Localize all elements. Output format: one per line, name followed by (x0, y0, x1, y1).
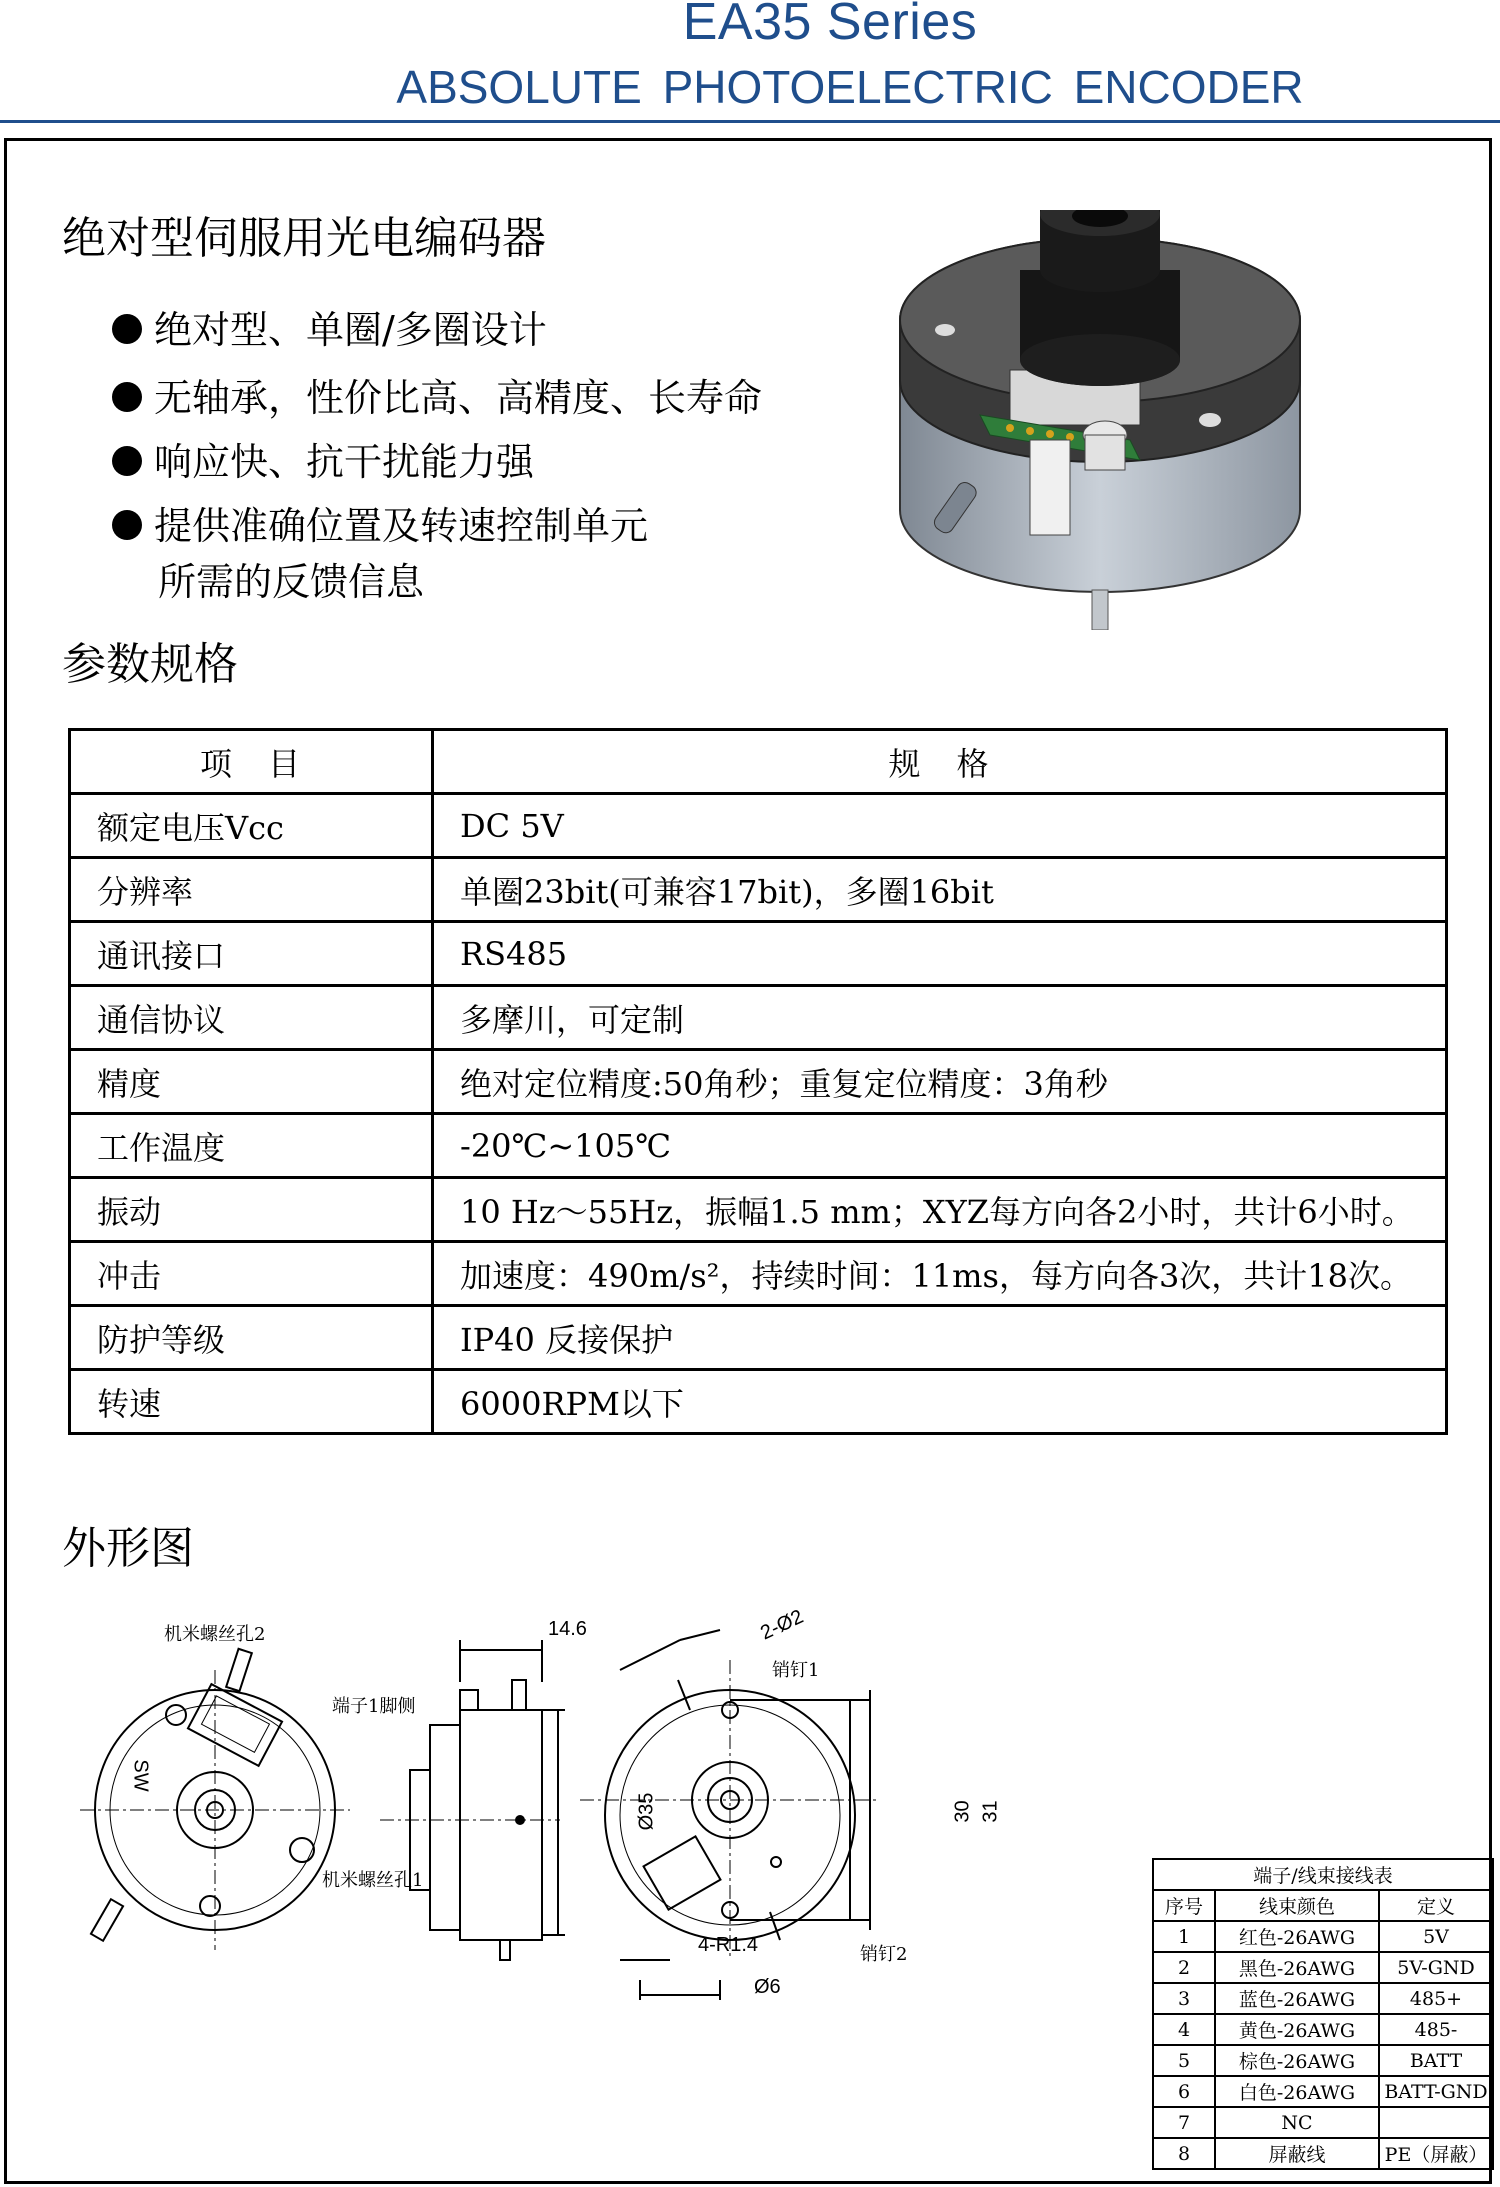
dim-2-phi2: 2-Ø2 (757, 1605, 807, 1645)
table-row: 额定电压Vcc DC 5V (70, 794, 1447, 858)
encoder-product-image (880, 210, 1320, 630)
header-rule (0, 120, 1500, 123)
dim-4-r1-4: 4-R1.4 (698, 1934, 759, 1956)
feature-item: 无轴承，性价比高、高精度、长寿命 (112, 370, 762, 426)
label-pin-2: 销钉2 (860, 1944, 908, 1965)
label-terminal-pin1: 端子1脚侧 (332, 1696, 416, 1717)
table-row: 1 红色-26AWG 5V (1153, 1921, 1493, 1952)
label-pin-1: 销钉1 (772, 1660, 820, 1681)
table-row: 6 白色-26AWG BATT-GND (1153, 2076, 1493, 2107)
spec-heading: 参数规格 (62, 639, 238, 690)
table-row: 防护等级 IP40 反接保护 (70, 1306, 1447, 1370)
table-row: 振动 10 Hz～55Hz，振幅1.5 mm；XYZ每方向各2小时，共计6小时。 (70, 1178, 1447, 1242)
table-row: 7 NC (1153, 2107, 1493, 2138)
table-row: 精度 绝对定位精度:50角秒；重复定位精度：3角秒 (70, 1050, 1447, 1114)
outline-heading: 外形图 (62, 1523, 194, 1574)
dim-width: 14.6 (548, 1618, 587, 1640)
table-row: 分辨率 单圈23bit(可兼容17bit)，多圈16bit (70, 858, 1447, 922)
product-heading: 绝对型伺服用光电编码器 (62, 213, 546, 264)
feature-item-continued: 所需的反馈信息 (158, 560, 425, 604)
feature-item: 提供准确位置及转速控制单元 (112, 498, 762, 554)
wiring-table (1152, 1858, 1494, 2170)
table-row: 3 蓝色-26AWG 485+ (1153, 1983, 1493, 2014)
side-view (380, 1640, 565, 1960)
wiring-title: 端子/线束接线表 (1153, 1859, 1493, 1890)
wiring-header-row: 序号 线束颜色 定义 (1153, 1890, 1493, 1921)
col-header-item: 项 目 (70, 730, 433, 794)
feature-item: 绝对型、单圈/多圈设计 (112, 302, 762, 358)
dim-phi6: Ø6 (754, 1976, 781, 1998)
bullet-icon (112, 510, 142, 540)
feature-list (112, 302, 762, 610)
dim-31: 31 (979, 1800, 1002, 1823)
series-title: EA35 Series (682, 0, 978, 51)
feature-item: 响应快、抗干扰能力强 (112, 434, 762, 490)
bullet-icon (112, 314, 142, 344)
table-row: 2 黑色-26AWG 5V-GND (1153, 1952, 1493, 1983)
bullet-icon (112, 446, 142, 476)
dim-30: 30 (951, 1800, 974, 1823)
wiring-title-row (1153, 1859, 1493, 1890)
label-sw: SW (129, 1759, 152, 1792)
spec-table (68, 728, 1448, 1435)
table-row: 工作温度 -20℃~105℃ (70, 1114, 1447, 1178)
label-screw-hole-1: 机米螺丝孔1 (322, 1870, 424, 1891)
bullet-icon (112, 382, 142, 412)
table-row: 通信协议 多摩川，可定制 (70, 986, 1447, 1050)
table-row: 8 屏蔽线 PE（屏蔽） (1153, 2138, 1493, 2169)
dim-diameter-35: Ø35 (635, 1792, 658, 1831)
table-row: 4 黄色-26AWG 485- (1153, 2014, 1493, 2045)
table-row: 5 棕色-26AWG BATT (1153, 2045, 1493, 2076)
table-row: 通讯接口 RS485 (70, 922, 1447, 986)
table-row: 冲击 加速度：490m/s²，持续时间：11ms，每方向各3次，共计18次。 (70, 1242, 1447, 1306)
label-screw-hole-2: 机米螺丝孔2 (164, 1624, 266, 1645)
table-header-row (70, 730, 1447, 794)
series-subtitle: ABSOLUTE PHOTOELECTRIC ENCODER (396, 61, 1304, 113)
front-view (80, 1649, 350, 1950)
table-row: 转速 6000RPM以下 (70, 1370, 1447, 1434)
col-header-spec: 规 格 (433, 730, 1447, 794)
